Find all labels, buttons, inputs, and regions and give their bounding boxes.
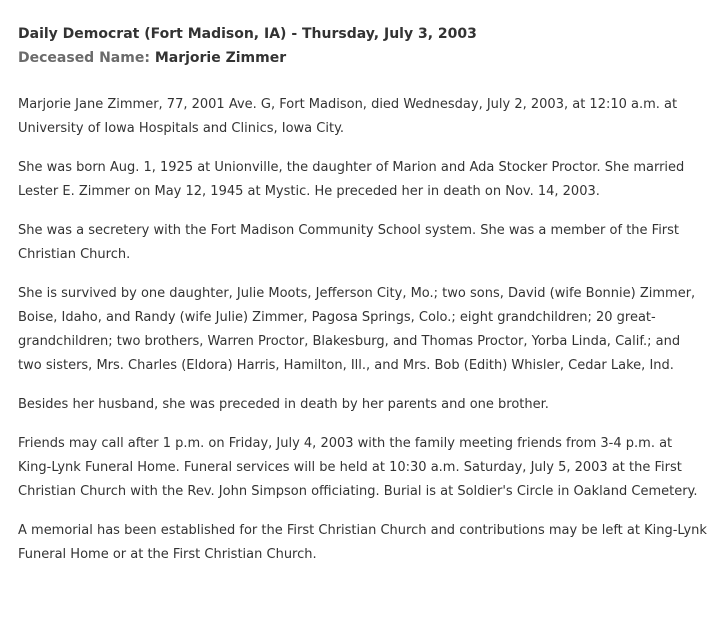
paragraph-career-church: She was a secretery with the Fort Madison Community School system. She was a member of the First Christian Church.: [18, 223, 680, 262]
obituary-header: [18, 22, 707, 70]
obituary-body: [18, 93, 707, 567]
paragraph-services: Friends may call after 1 p.m. on Friday, July 4, 2003 with the family meeting friends from 3-4 p.m. at King-Lynk Funeral Home. Funeral services will be held at 10:30 a.m. Saturday, July 5, 2003 at the First Christian Church with the Rev. John Simpson officiating. Burial is at Soldier's Circle in Oakland Cemetery.: [18, 436, 698, 499]
publication-title: Daily Democrat (Fort Madison, IA) - Thursday, July 3, 2003: [18, 26, 477, 42]
paragraph-death-notice: Marjorie Jane Zimmer, 77, 2001 Ave. G, Fort Madison, died Wednesday, July 2, 2003, at 12:10 a.m. at University of Iowa Hospitals and Clinics, Iowa City.: [18, 97, 678, 136]
paragraph-birth-marriage: She was born Aug. 1, 1925 at Unionville, the daughter of Marion and Ada Stocker Proctor. She married Lester E. Zimmer on May 12, 1945 at Mystic. He preceded her in death on Nov. 14, 2003.: [18, 160, 685, 199]
deceased-name-line: [18, 46, 707, 70]
paragraph-memorial: A memorial has been established for the First Christian Church and contributions may be left at King-Lynk Funeral Home or at the First Christian Church.: [18, 523, 707, 562]
publication-line: [18, 22, 707, 46]
paragraph-preceded-in-death: Besides her husband, she was preceded in death by her parents and one brother.: [18, 397, 549, 412]
deceased-name: Marjorie Zimmer: [154, 50, 287, 66]
paragraph-survivors: She is survived by one daughter, Julie Moots, Jefferson City, Mo.; two sons, David (wife Bonnie) Zimmer, Boise, Idaho, and Randy (wife Julie) Zimmer, Pagosa Springs, Colo.; eight grandchildren; 20 great-grandchildren; two brothers, Warren Proctor, Blakesburg, and Thomas Proctor, Yorba Linda, Calif.; and two sisters, Mrs. Charles (Eldora) Harris, Hamilton, Ill., and Mrs. Bob (Edith) Whisler, Cedar Lake, Ind.: [18, 286, 696, 373]
deceased-name-label: Deceased Name:: [18, 50, 150, 66]
